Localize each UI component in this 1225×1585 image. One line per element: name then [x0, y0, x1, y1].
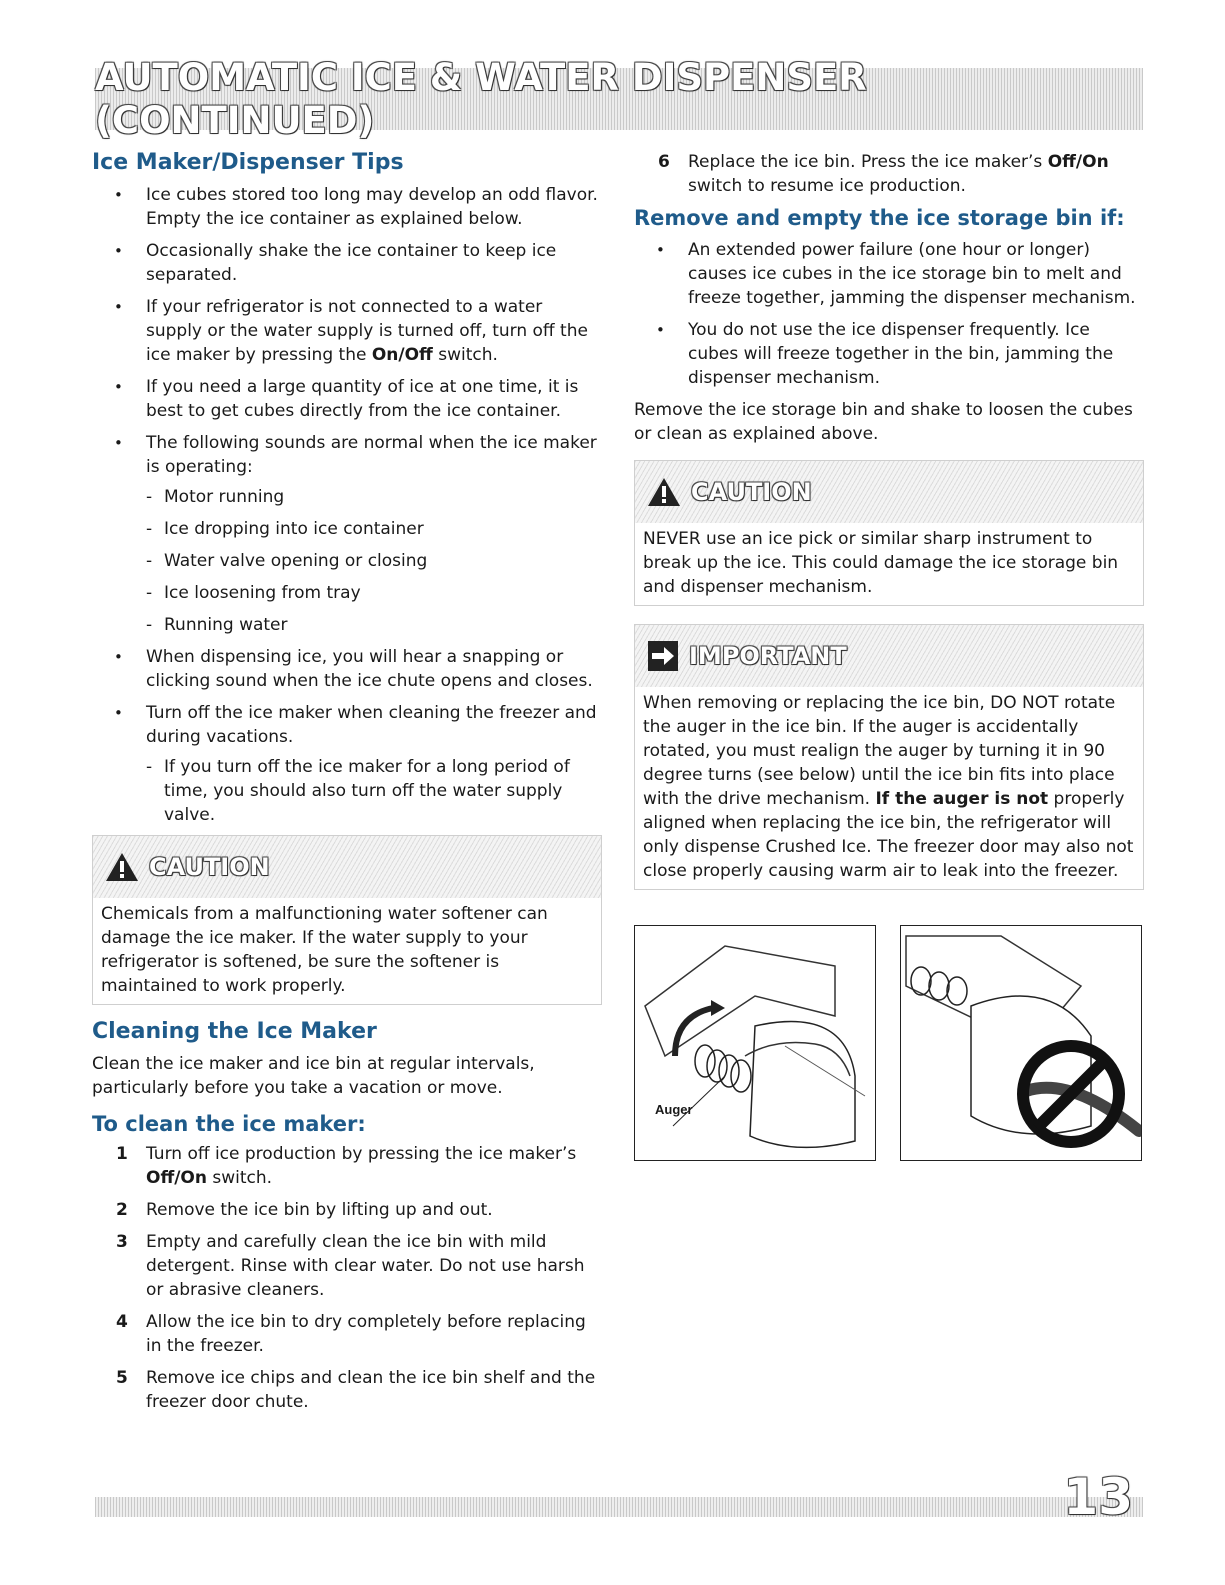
list-item: - Ice dropping into ice container — [146, 517, 602, 541]
warning-icon — [105, 852, 139, 882]
step-number: 2 — [116, 1200, 128, 1220]
auger-label: Auger — [655, 1102, 693, 1117]
list-item: • If you need a large quantity of ice at one time, it is best to get cubes directly from the ice container. — [92, 375, 602, 423]
tips-list — [92, 183, 602, 827]
list-item: - If you turn off the ice maker for a long period of time, you should also turn off the water supply valve. — [146, 755, 602, 827]
caution-text: Chemicals from a malfunctioning water softener can damage the ice maker. If the water supply to your refrigerator is softened, be sure the softener is maintained to work properly. — [101, 904, 548, 996]
warning-icon — [647, 477, 681, 507]
list-item: • An extended power failure (one hour or longer) causes ice cubes in the ice storage bin to melt and freeze together, jamming the dispenser mechanism. — [634, 238, 1144, 310]
important-box — [634, 624, 1144, 890]
important-arrow-icon — [647, 640, 679, 672]
text-span: switch. — [207, 1168, 273, 1188]
list-item: - Running water — [146, 613, 602, 637]
step-number: 5 — [116, 1368, 128, 1388]
text-span: Empty and carefully clean the ice bin with mild detergent. Rinse with clear water. Do not use harsh or abrasive cleaners. — [146, 1232, 585, 1300]
list-item: • When dispensing ice, you will hear a snapping or clicking sound when the ice chute opens and closes. — [92, 645, 602, 693]
list-item: • Occasionally shake the ice container to keep ice separated. — [92, 239, 602, 287]
list-item: - Water valve opening or closing — [146, 549, 602, 573]
caution-box-left — [92, 835, 602, 1005]
remove-list — [634, 238, 1144, 390]
page-title: AUTOMATIC ICE & WATER DISPENSER (CONTINUED) — [95, 56, 867, 142]
cleaning-heading: Cleaning the Ice Maker — [92, 1019, 377, 1044]
step-item — [92, 1230, 602, 1302]
list-item — [92, 295, 602, 367]
list-item: - Ice loosening from tray — [146, 581, 602, 605]
step-item — [92, 1142, 602, 1190]
text-span: switch to resume ice production. — [688, 176, 966, 196]
step-number: 4 — [116, 1312, 128, 1332]
step-item — [92, 1310, 602, 1358]
do-not-rotate-figure — [900, 925, 1142, 1161]
list-item: • You do not use the ice dispenser frequently. Ice cubes will freeze together in the bin, jamming the dispenser mechanism. — [634, 318, 1144, 390]
list-item: - Motor running — [146, 485, 602, 509]
text-span: Remove the ice bin by lifting up and out. — [146, 1200, 493, 1220]
important-text — [635, 687, 1143, 889]
auger-figure — [634, 925, 876, 1161]
cleaning-steps — [92, 1142, 602, 1414]
header-banner — [95, 56, 1143, 142]
text-span: Turn off ice production by pressing the ice maker’s — [146, 1144, 577, 1164]
step-item — [92, 1198, 602, 1222]
text-span: switch. — [432, 345, 498, 365]
caution-text: NEVER use an ice pick or similar sharp instrument to break up the ice. This could damage the ice storage bin and dispenser mechanism. — [643, 529, 1119, 597]
step-item — [92, 1366, 602, 1414]
important-header — [635, 625, 1143, 687]
bold-span: Off/On — [1047, 152, 1109, 172]
cleaning-text: Clean the ice maker and ice bin at regular intervals, particularly before you take a vacation or move. — [92, 1054, 535, 1098]
important-title: IMPORTANT — [689, 642, 847, 670]
auger-illustration — [635, 926, 875, 1160]
text-span: Turn off the ice maker when cleaning the freezer and during vacations. — [146, 703, 597, 747]
step-number: 6 — [658, 152, 670, 172]
step-number: 3 — [116, 1232, 128, 1252]
list-item — [92, 431, 602, 637]
caution-header — [93, 836, 601, 898]
text-span: Allow the ice bin to dry completely before replacing in the freezer. — [146, 1312, 586, 1356]
bold-span: If the auger is not — [875, 789, 1049, 809]
vacation-list — [146, 755, 602, 827]
sounds-list — [146, 485, 602, 637]
step-number: 1 — [116, 1144, 128, 1164]
text-span: properly aligned when replacing the ice bin, the refrigerator will only dispense Crushed Ice. The freezer door may also not close properly causing warm air to leak into the freezer. — [643, 789, 1134, 881]
bold-span: Off/On — [146, 1168, 207, 1188]
caution-header — [635, 461, 1143, 523]
remove-heading: Remove and empty the ice storage bin if: — [634, 206, 1125, 230]
text-span: Replace the ice bin. Press the ice maker’s — [688, 152, 1048, 172]
to-clean-heading: To clean the ice maker: — [92, 1112, 366, 1136]
step-item — [634, 150, 1144, 198]
tips-heading: Ice Maker/Dispenser Tips — [92, 150, 404, 175]
page-number: 13 — [1063, 1468, 1133, 1526]
remove-text: Remove the ice storage bin and shake to loosen the cubes or clean as explained above. — [634, 400, 1133, 444]
left-column — [92, 150, 602, 1422]
do-not-rotate-illustration — [901, 926, 1141, 1160]
list-item: • Ice cubes stored too long may develop an odd flavor. Empty the ice container as explained below. — [92, 183, 602, 231]
list-item — [92, 701, 602, 827]
caution-box-right — [634, 460, 1144, 606]
footer-bar — [95, 1497, 1143, 1517]
text-span: If your refrigerator is not connected to a water supply or the water supply is turned off, turn off the ice maker by pressing the — [146, 297, 588, 365]
caution-title: CAUTION — [691, 478, 812, 506]
right-column — [634, 150, 1144, 890]
bold-span: On/Off — [371, 345, 433, 365]
caution-title: CAUTION — [149, 853, 270, 881]
text-span: When removing or replacing the ice bin, DO NOT rotate the auger in the ice bin. If the auger is accidentally rotated, you must realign the auger by turning it in 90 degree turns (see below) until the ice bin fits into place with the drive mechanism. — [643, 693, 1116, 809]
cleaning-steps-continued — [634, 150, 1144, 198]
text-span: The following sounds are normal when the ice maker is operating: — [146, 433, 597, 477]
text-span: Remove ice chips and clean the ice bin shelf and the freezer door chute. — [146, 1368, 596, 1412]
